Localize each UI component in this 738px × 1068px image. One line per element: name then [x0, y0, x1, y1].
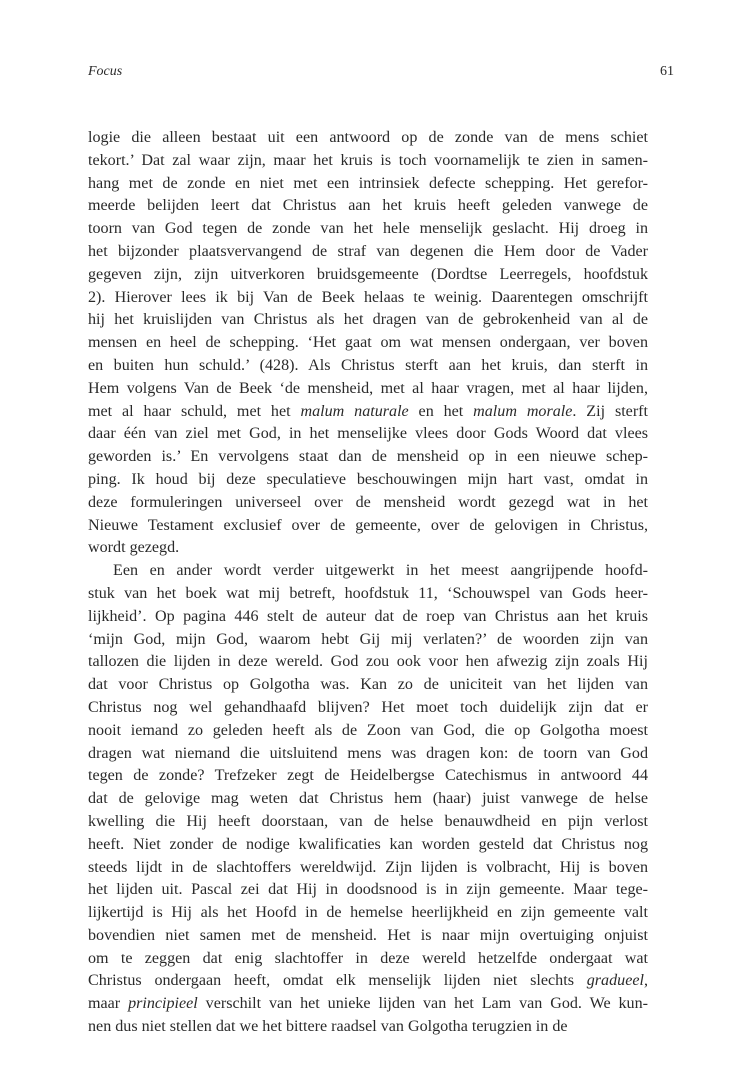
text-run: en buiten hun schuld.’ (428). Als Christus sterft aan het kruis, dan sterft in — [88, 356, 648, 374]
text-line — [88, 264, 648, 287]
text-run: tekort.’ Dat zal waar zijn, maar het kruis is toch voornamelijk te zien in samen- — [88, 151, 648, 169]
text-line — [88, 834, 648, 857]
text-run: nen dus niet stellen dat we het bittere raadsel van Golgotha terugzien in de — [88, 1018, 568, 1036]
text-line — [88, 423, 648, 446]
text-run: tallozen die lijden in deze wereld. God zou ook voor hen afwezig zijn zoals Hij — [88, 653, 648, 671]
text-run: nooit iemand zo geleden heeft als de Zoon van God, die op Golgotha moest — [88, 721, 648, 739]
text-run: mensen en heel de schepping. ‘Het gaat om wat mensen ondergaan, ver boven — [88, 334, 648, 352]
text-line — [88, 332, 648, 355]
text-line — [88, 697, 648, 720]
text-line — [88, 127, 648, 150]
text-run: om te zeggen dat enig slachtoffer in deze wereld hetzelfde ondergaat wat — [88, 949, 648, 967]
text-line — [88, 948, 648, 971]
text-line — [88, 1016, 648, 1039]
section-title: Focus — [88, 64, 123, 79]
text-run: stuk van het boek wat mij betreft, hoofdstuk 11, ‘Schouwspel van Gods heer- — [88, 584, 648, 602]
text-line — [88, 560, 648, 583]
text-line — [88, 902, 648, 925]
text-run: het bijzonder plaatsvervangend de straf van degenen die Hem door de Vader — [88, 242, 648, 260]
text-run: dragen wat niemand die uitsluitend mens was dragen kon: de toorn van God — [88, 744, 648, 762]
text-line — [88, 765, 648, 788]
italic-term: principieel — [128, 995, 198, 1013]
text-run: kwelling die Hij heeft doorstaan, van de helse benauwdheid en pijn verlost — [88, 812, 648, 830]
italic-term: malum naturale — [300, 402, 409, 420]
text-line — [88, 674, 648, 697]
text-line — [88, 993, 648, 1016]
text-run: dat de gelovige mag weten dat Christus hem (haar) juist vanwege de helse — [88, 790, 648, 808]
text-line — [88, 355, 648, 378]
text-run: lijkertijd is Hij als het Hoofd in de hemelse heerlijkheid en zijn gemeente valt — [88, 904, 648, 922]
text-run: meerde belijden leert dat Christus aan het kruis heeft geleden vanwege de — [88, 197, 648, 215]
paragraph — [88, 127, 648, 560]
text-line — [88, 218, 648, 241]
text-run: tegen de zonde? Trefzeker zegt de Heidelbergse Catechismus in antwoord 44 — [88, 767, 648, 785]
text-run: ‘mijn God, mijn God, waarom hebt Gij mij verlaten?’ de woorden zijn van — [88, 630, 648, 648]
text-line — [88, 857, 648, 880]
italic-term: gradueel — [586, 972, 644, 990]
text-run: 2). Hierover lees ik bij Van de Beek helaas te weinig. Daarentegen omschrijft — [88, 288, 648, 306]
text-run: en het — [408, 402, 474, 420]
text-run: gegeven zijn, zijn uitverkoren bruidsgemeente (Dordtse Leerregels, hoofdstuk — [88, 265, 648, 283]
text-run: met al haar schuld, met het — [88, 402, 301, 420]
text-line — [88, 287, 648, 310]
text-line — [88, 743, 648, 766]
text-run: dat voor Christus op Golgotha was. Kan zo de uniciteit van het lijden van — [88, 676, 648, 694]
text-run: toorn van God tegen de zonde van het hele menselijk geslacht. Hij droeg in — [88, 220, 648, 238]
text-line — [88, 788, 648, 811]
text-run: steeds lijdt in de slachtoffers wereldwijd. Zijn lijden is volbracht, Hij is boven — [88, 858, 648, 876]
text-line — [88, 629, 648, 652]
paragraph — [88, 560, 648, 1039]
text-run: het lijden uit. Pascal zei dat Hij in doodsnood is in zijn gemeente. Maar tege- — [88, 881, 648, 899]
text-run: geworden is.’ En vervolgens staat dan de mensheid op in een nieuwe schep- — [88, 448, 648, 466]
text-run: . Zij sterft — [572, 402, 649, 420]
text-run: heeft. Niet zonder de nodige kwalificaties kan worden gesteld dat Christus nog — [88, 835, 648, 853]
text-run: Christus nog wel gehandhaafd blijven? Het moet toch duidelijk zijn dat er — [88, 698, 648, 716]
text-line — [88, 720, 648, 743]
text-line — [88, 309, 648, 332]
text-line — [88, 537, 648, 560]
text-line — [88, 492, 648, 515]
text-run: deze formuleringen universeel over de mensheid wordt gezegd wat in het — [88, 493, 648, 511]
text-line — [88, 606, 648, 629]
text-run: wordt gezegd. — [88, 539, 180, 557]
text-run: logie die alleen bestaat uit een antwoord op de zonde van de mens schiet — [88, 129, 648, 146]
text-line — [88, 515, 648, 538]
text-run: daar één van ziel met God, in het menselijke vlees door Gods Woord dat vlees — [88, 425, 648, 443]
italic-term: malum morale — [473, 402, 573, 420]
text-line — [88, 241, 648, 264]
text-line — [88, 446, 648, 469]
page-number: 61 — [660, 64, 674, 79]
text-run: hij het kruislijden van Christus als het dragen van de gebrokenheid van al de — [88, 311, 648, 329]
text-run: maar — [88, 995, 129, 1013]
text-run: ping. Ik houd bij deze speculatieve beschouwingen mijn hart vast, omdat in — [88, 470, 648, 488]
text-run: Een en ander wordt verder uitgewerkt in het meest aangrijpende hoofd- — [113, 562, 648, 580]
text-run: lijkheid’. Op pagina 446 stelt de auteur dat de roep van Christus aan het kruis — [88, 607, 648, 625]
text-line — [88, 651, 648, 674]
text-line — [88, 401, 648, 424]
text-line — [88, 173, 648, 196]
text-run: hang met de zonde en niet met een intrinsiek defecte schepping. Het gerefor- — [88, 174, 648, 192]
text-run: bovendien niet samen met de mensheid. Het is naar mijn overtuiging onjuist — [88, 926, 648, 944]
text-line — [88, 811, 648, 834]
running-head — [88, 64, 674, 84]
text-run: Christus ondergaan heeft, omdat elk menselijk lijden niet slechts — [88, 972, 587, 990]
text-line — [88, 879, 648, 902]
text-line — [88, 378, 648, 401]
text-run: verschilt van het unieke lijden van het Lam van God. We kun- — [197, 995, 649, 1013]
body-text — [88, 127, 648, 1039]
text-line — [88, 195, 648, 218]
text-line — [88, 469, 648, 492]
text-run: Nieuwe Testament exclusief over de gemeente, over de gelovigen in Christus, — [88, 516, 648, 534]
text-line — [88, 150, 648, 173]
text-run: , — [643, 972, 648, 990]
text-line — [88, 970, 648, 993]
text-line — [88, 925, 648, 948]
text-run: Hem volgens Van de Beek ‘de mensheid, met al haar vragen, met al haar lijden, — [88, 379, 648, 397]
text-line — [88, 583, 648, 606]
